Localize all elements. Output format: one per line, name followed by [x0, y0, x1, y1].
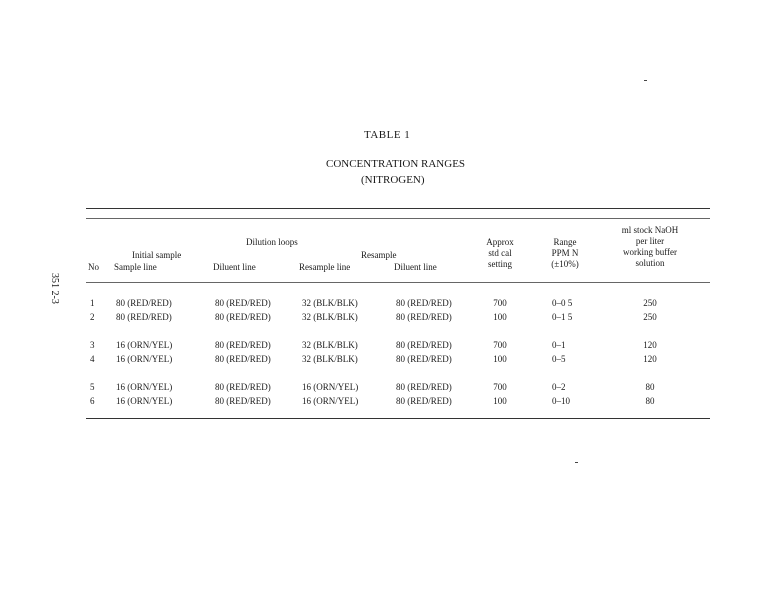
header-no: No [88, 262, 99, 272]
row-range: 0–2 [552, 382, 566, 392]
row-no: 4 [90, 354, 95, 364]
row-naoh: 250 [643, 312, 657, 322]
row-range: 0–10 [552, 396, 570, 406]
header-diluent-line-1: Diluent line [213, 262, 256, 272]
header-sample-line: Sample line [114, 262, 157, 272]
header-resample: Resample [361, 250, 397, 260]
row-sample-line: 80 (RED/RED) [116, 312, 172, 322]
row-resample-diluent: 80 (RED/RED) [396, 340, 452, 350]
row-diluent-line: 80 (RED/RED) [215, 382, 271, 392]
row-sample-line: 16 (ORN/YEL) [116, 396, 173, 406]
row-no: 5 [90, 382, 95, 392]
row-naoh: 250 [643, 298, 657, 308]
stray-mark [644, 80, 647, 81]
row-resample-line: 32 (BLK/BLK) [302, 340, 358, 350]
row-sample-line: 16 (ORN/YEL) [116, 382, 173, 392]
page-title: CONCENTRATION RANGES [326, 158, 466, 170]
row-naoh: 80 [645, 396, 655, 406]
row-resample-diluent: 80 (RED/RED) [396, 354, 452, 364]
row-sample-line: 16 (ORN/YEL) [116, 340, 173, 350]
page-subtitle: (NITROGEN) [361, 174, 425, 186]
row-resample-line: 32 (BLK/BLK) [302, 354, 358, 364]
row-range: 0–0 5 [552, 298, 573, 308]
row-cal-setting: 700 [493, 382, 507, 392]
row-naoh: 120 [643, 340, 657, 350]
row-resample-line: 16 (ORN/YEL) [302, 382, 359, 392]
row-resample-line: 32 (BLK/BLK) [302, 298, 358, 308]
row-resample-diluent: 80 (RED/RED) [396, 312, 452, 322]
row-range: 0–1 5 [552, 312, 573, 322]
row-diluent-line: 80 (RED/RED) [215, 340, 271, 350]
row-range: 0–1 [552, 340, 566, 350]
header-naoh: ml stock NaOH per liter working buffer solution [621, 225, 679, 268]
row-cal-setting: 100 [493, 354, 507, 364]
row-cal-setting: 100 [493, 396, 507, 406]
header-approx: Approx std cal setting [486, 237, 514, 269]
row-cal-setting: 700 [493, 298, 507, 308]
top-rule [86, 208, 710, 209]
row-cal-setting: 100 [493, 312, 507, 322]
header-diluent-line-2: Diluent line [394, 262, 437, 272]
row-diluent-line: 80 (RED/RED) [215, 396, 271, 406]
header-resample-line: Resample line [299, 262, 351, 272]
row-sample-line: 16 (ORN/YEL) [116, 354, 173, 364]
row-diluent-line: 80 (RED/RED) [215, 354, 271, 364]
row-no: 6 [90, 396, 95, 406]
row-resample-line: 32 (BLK/BLK) [302, 312, 358, 322]
row-cal-setting: 700 [493, 340, 507, 350]
side-note: 351 2-3 [49, 273, 60, 304]
table-label: TABLE 1 [364, 129, 411, 141]
row-range: 0–5 [552, 354, 566, 364]
row-no: 3 [90, 340, 95, 350]
header-range: Range PPM N (±10%) [551, 237, 579, 269]
row-no: 2 [90, 312, 95, 322]
row-resample-diluent: 80 (RED/RED) [396, 396, 452, 406]
header-rule [86, 282, 710, 283]
row-resample-diluent: 80 (RED/RED) [396, 382, 452, 392]
row-naoh: 120 [643, 354, 657, 364]
row-naoh: 80 [645, 382, 655, 392]
bottom-rule [86, 418, 710, 419]
top-rule-2 [86, 218, 710, 219]
row-sample-line: 80 (RED/RED) [116, 298, 172, 308]
header-dilution-loops: Dilution loops [246, 237, 298, 247]
header-initial-sample: Initial sample [132, 250, 182, 260]
stray-mark [575, 462, 578, 463]
row-no: 1 [90, 298, 95, 308]
row-resample-diluent: 80 (RED/RED) [396, 298, 452, 308]
row-diluent-line: 80 (RED/RED) [215, 312, 271, 322]
row-diluent-line: 80 (RED/RED) [215, 298, 271, 308]
row-resample-line: 16 (ORN/YEL) [302, 396, 359, 406]
